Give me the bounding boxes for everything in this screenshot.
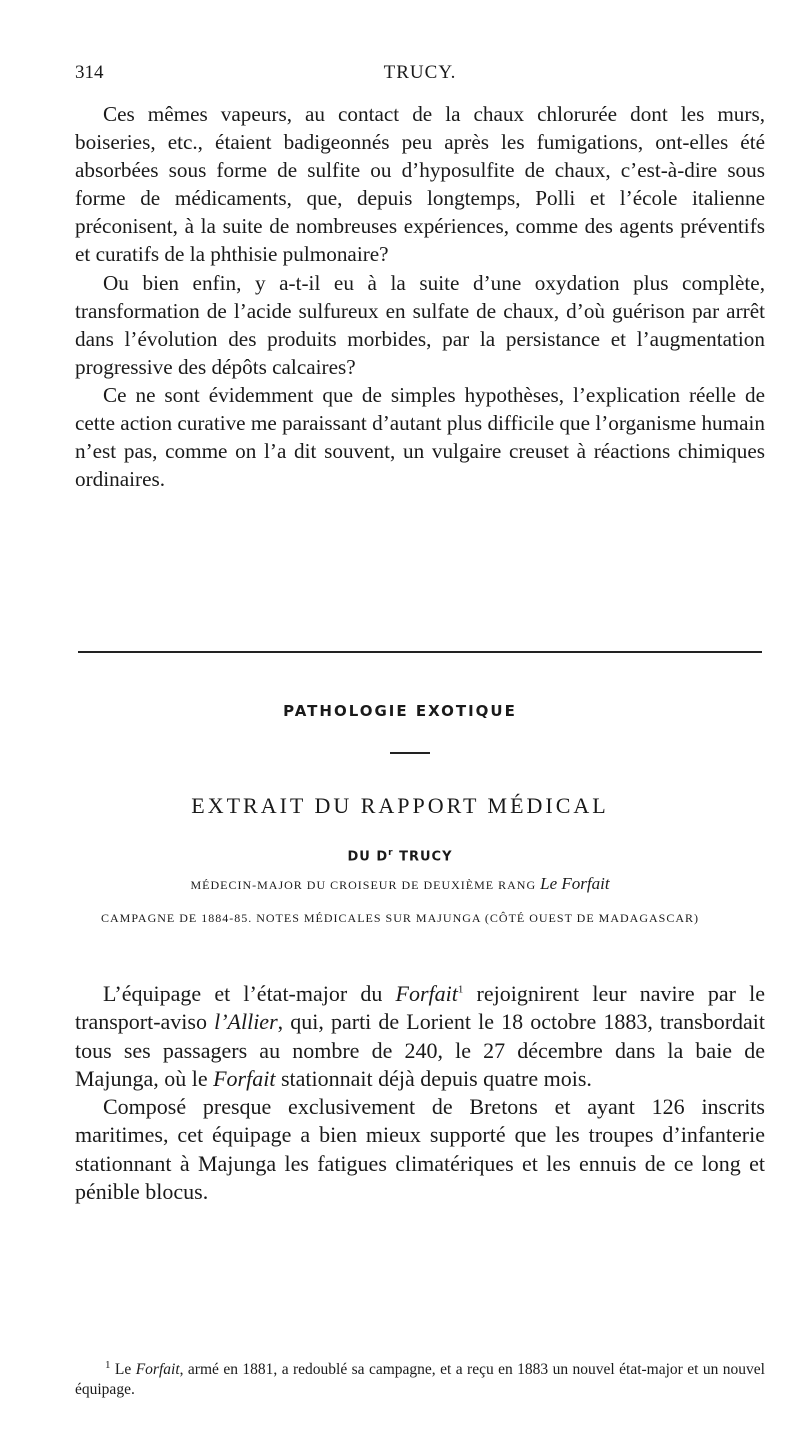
article-subtitle: EXTRAIT DU RAPPORT MÉDICAL xyxy=(191,793,609,818)
paragraph: Ou bien enfin, y a-t-il eu à la suite d’une oxydation plus complète, transformation de l’acide sulfureux en sulfate de chaux, d’où guérison par arrêt dans l’évolution des produits morbides, par la persistance et l’augmentation progressive des dépôts calcaires? xyxy=(75,270,765,379)
text-run: L’équipage et l’état-major du xyxy=(103,981,396,1006)
footnote-mark: 1 xyxy=(105,1358,111,1371)
ship-name: Forfait xyxy=(135,1361,180,1378)
section-title: PATHOLOGIE EXOTIQUE xyxy=(283,702,517,720)
footnote xyxy=(75,1360,765,1400)
author-role xyxy=(0,874,800,894)
ship-name: l’Allier xyxy=(214,1009,278,1035)
author-sup: r xyxy=(388,848,394,858)
page-header xyxy=(75,62,765,86)
text-run: rejoignirent leur navire par le transport-aviso xyxy=(75,981,765,1035)
author-prefix: DU D xyxy=(347,849,389,865)
text-run: , armé en 1881, a redoublé sa campagne, et a reçu en 1883 un nouvel état-major et un nouvel équipage. xyxy=(75,1361,765,1398)
running-title: TRUCY. xyxy=(383,62,457,83)
title-dash xyxy=(390,752,430,754)
article-author xyxy=(0,848,800,864)
text-run: stationnait déjà depuis quatre mois. xyxy=(275,1065,592,1091)
article-body xyxy=(75,980,765,1206)
author-name: TRUCY xyxy=(399,849,453,865)
text-run: , qui, parti de Lorient le 18 octobre 1883, transbordait tous ses passagers au nombre de 240, le 27 décembre dans la baie de Majunga, où le xyxy=(75,1009,766,1091)
role-ship: Le Forfait xyxy=(540,874,610,893)
ship-name: Forfait xyxy=(213,1065,276,1091)
campaign-line: CAMPAGNE DE 1884-85. NOTES MÉDICALES SUR MAJUNGA (CÔTÉ OUEST DE MADAGASCAR) xyxy=(100,911,700,925)
paragraph: Composé presque exclusivement de Bretons et ayant 126 inscrits maritimes, cet équipage a bien mieux supporté que les troupes d’infanterie stationnant à Majunga les fatigues climatériques et les ennuis de ce long et pénible blocus. xyxy=(75,1094,765,1205)
footnote-reference: 1 xyxy=(457,983,464,996)
ship-name: Forfait xyxy=(395,981,458,1006)
continued-text xyxy=(75,100,765,493)
paragraph xyxy=(75,980,765,1093)
role-text: MÉDECIN-MAJOR DU CROISEUR DE DEUXIÈME RANG xyxy=(190,878,537,892)
section-divider xyxy=(78,651,762,653)
text-run: Le xyxy=(110,1361,136,1378)
page-number: 314 xyxy=(75,62,104,83)
paragraph: Ces mêmes vapeurs, au contact de la chaux chlorurée dont les murs, boiseries, etc., étaient badigeonnés peu après les fumigations, ont-elles été absorbées sous forme de sulfite ou d’hyposulfite de chaux, c’est-à-dire sous forme de médicaments, que, depuis longtemps, Polli et l’école italienne préconisent, à la suite de nombreuses expériences, comme des agents préventifs et curatifs de la phthisie pulmonaire? xyxy=(75,102,765,267)
paragraph: Ce ne sont évidemment que de simples hypothèses, l’explication réelle de cette action curative me paraissant d’autant plus difficile que l’organisme humain n’est pas, comme on l’a dit souvent, un vulgaire creuset à réactions chimiques ordinaires. xyxy=(75,382,765,492)
